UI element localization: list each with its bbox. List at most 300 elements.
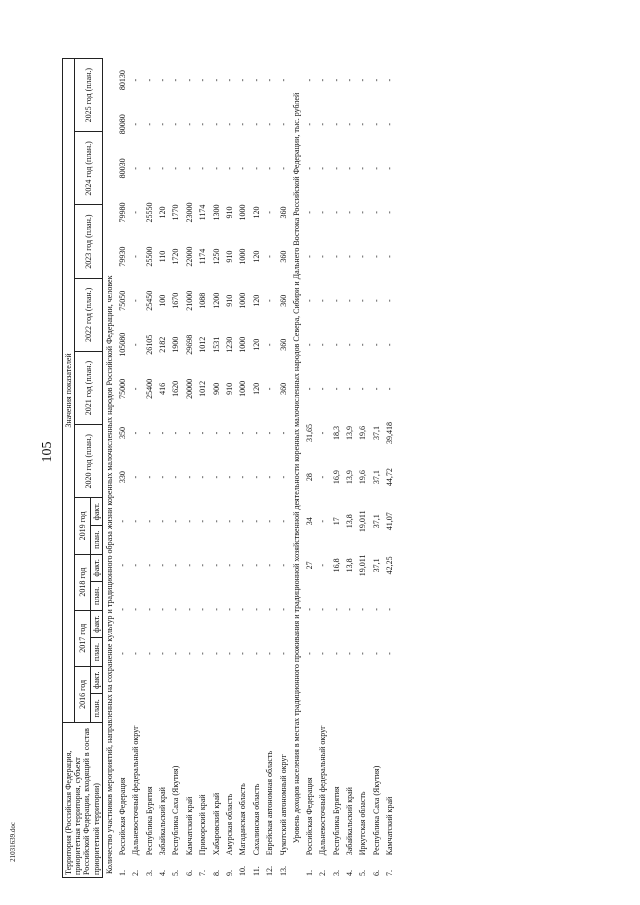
value-cell: 23000 — [184, 202, 194, 223]
territory-name: Камчатский край — [184, 796, 194, 856]
value-cell: 22000 — [184, 246, 194, 267]
row-number: 12. — [265, 866, 275, 876]
row-number: 7. — [198, 870, 208, 876]
year-2025-plan-header: 2025 год (план.) — [75, 59, 103, 132]
value-cell: - — [211, 475, 221, 479]
table-row — [356, 58, 369, 878]
table-row — [343, 58, 356, 878]
year-2024-plan-header: 2024 год (план.) — [75, 132, 103, 205]
value-cell: - — [224, 167, 234, 170]
value-cell: - — [211, 431, 221, 435]
value-cell: 79930 — [117, 246, 127, 267]
section-1-table — [116, 58, 290, 878]
table-row — [156, 58, 169, 878]
value-cell: 110 — [158, 250, 168, 263]
value-cell: - — [318, 78, 328, 82]
row-number: 8. — [211, 870, 221, 876]
value-cell: - — [331, 78, 341, 82]
territory-name: Хабаровский край — [211, 792, 221, 856]
value-cell: 360 — [278, 294, 288, 307]
value-cell: - — [171, 431, 181, 435]
value-cell: - — [385, 167, 395, 170]
value-cell: - — [385, 299, 395, 303]
value-cell: - — [318, 652, 328, 655]
value-cell: - — [224, 652, 234, 655]
value-cell: - — [251, 652, 261, 655]
value-cell: - — [158, 564, 168, 567]
value-cell: - — [144, 78, 154, 82]
year-2020-plan-header: 2020 год (план.) — [75, 425, 103, 498]
value-cell: - — [131, 652, 141, 655]
value-cell: 360 — [278, 382, 288, 395]
value-cell: - — [331, 299, 341, 303]
value-cell: - — [371, 343, 381, 347]
value-cell: 19,011 — [358, 554, 368, 577]
value-cell: - — [184, 122, 194, 126]
value-cell: - — [158, 519, 168, 523]
value-cell: 1770 — [171, 204, 181, 221]
value-cell: - — [385, 78, 395, 82]
row-number: 6. — [371, 870, 381, 876]
territory-name: Еврейская автономная область — [265, 750, 275, 856]
value-cell: - — [131, 475, 141, 479]
value-cell: 2182 — [158, 336, 168, 353]
year-2017-header: 2017 год — [75, 610, 90, 666]
value-cell: - — [131, 564, 141, 567]
value-cell: 37,1 — [371, 514, 381, 529]
table-row — [183, 58, 196, 878]
value-cell: 120 — [158, 206, 168, 219]
value-cell: 39,418 — [385, 422, 395, 445]
value-cell: - — [345, 211, 355, 214]
table-row — [196, 58, 209, 878]
value-cell: - — [265, 564, 275, 567]
value-cell: - — [144, 519, 154, 523]
value-cell: 37,1 — [371, 426, 381, 441]
value-cell: 19,011 — [358, 510, 368, 533]
value-cell: 37,1 — [371, 558, 381, 573]
value-cell: 1000 — [238, 336, 248, 353]
value-cell: 1000 — [238, 204, 248, 221]
value-cell: - — [265, 387, 275, 391]
value-cell: 120 — [251, 294, 261, 307]
value-cell: - — [251, 475, 261, 479]
value-cell: - — [171, 122, 181, 126]
value-cell: - — [184, 519, 194, 523]
plan-2017-header: план. — [90, 638, 102, 667]
row-number: 3. — [331, 870, 341, 876]
value-cell: - — [265, 652, 275, 655]
table-row — [383, 58, 396, 878]
value-cell: 900 — [211, 382, 221, 395]
value-cell: - — [371, 78, 381, 82]
territory-name: Забайкальский край — [158, 787, 168, 856]
year-2016-header: 2016 год — [75, 666, 90, 722]
value-cell: 1300 — [211, 204, 221, 221]
value-cell: - — [144, 167, 154, 170]
value-cell: 79980 — [117, 202, 127, 223]
value-cell: - — [131, 122, 141, 126]
value-cell: - — [278, 78, 288, 82]
territory-name: Российская Федерация — [117, 777, 127, 856]
rotated-page-content — [62, 58, 617, 878]
value-cell: 18,3 — [331, 426, 341, 441]
value-cell: - — [238, 78, 248, 82]
value-cell: - — [265, 211, 275, 214]
value-cell: - — [238, 167, 248, 170]
value-cell: - — [358, 211, 368, 214]
value-cell: - — [358, 608, 368, 611]
value-cell: - — [265, 431, 275, 435]
value-cell: - — [345, 255, 355, 258]
value-cell: 25450 — [144, 290, 154, 311]
table-row — [303, 58, 316, 878]
value-cell: - — [131, 519, 141, 523]
value-cell: 13,9 — [345, 470, 355, 485]
value-cell: - — [184, 475, 194, 479]
value-cell: 80130 — [117, 70, 127, 91]
value-cell: - — [318, 608, 328, 611]
value-cell: - — [278, 652, 288, 655]
value-cell: - — [265, 122, 275, 126]
value-cell: - — [158, 431, 168, 435]
value-cell: - — [265, 255, 275, 258]
value-cell: - — [144, 652, 154, 655]
value-cell: - — [238, 431, 248, 435]
plan-2018-header: план. — [90, 582, 102, 611]
value-cell: - — [331, 255, 341, 258]
value-cell: - — [265, 608, 275, 611]
value-cell: - — [144, 431, 154, 435]
value-cell: - — [371, 255, 381, 258]
value-cell: - — [331, 167, 341, 170]
value-cell: - — [131, 167, 141, 170]
value-cell: 1720 — [171, 248, 181, 265]
value-cell: - — [117, 564, 127, 567]
value-cell: - — [158, 608, 168, 611]
value-cell: - — [278, 122, 288, 126]
value-cell: 19,6 — [358, 470, 368, 485]
value-cell: - — [371, 122, 381, 126]
plan-2016-header: план. — [90, 694, 102, 723]
value-cell: 80030 — [117, 158, 127, 179]
value-cell: 1230 — [224, 336, 234, 353]
value-cell: - — [224, 431, 234, 435]
territory-name: Забайкальский край — [345, 787, 355, 856]
value-cell: 21000 — [184, 290, 194, 311]
territory-name: Республика Бурятия — [331, 786, 341, 856]
value-cell: - — [278, 564, 288, 567]
value-cell: - — [385, 343, 395, 347]
value-cell: - — [318, 167, 328, 170]
value-cell: 910 — [224, 382, 234, 395]
year-2021-plan-header: 2021 год (план.) — [75, 351, 103, 424]
territory-name: Республика Бурятия — [144, 786, 154, 856]
value-cell: 16,8 — [331, 558, 341, 573]
value-cell: - — [385, 122, 395, 126]
value-cell: 1174 — [198, 204, 208, 221]
value-cell: - — [304, 255, 314, 258]
row-number: 1. — [117, 870, 127, 876]
value-cell: 100 — [158, 294, 168, 307]
value-cell: - — [131, 255, 141, 258]
value-cell: - — [265, 519, 275, 523]
value-cell: - — [358, 299, 368, 303]
value-cell: - — [198, 564, 208, 567]
value-cell: 330 — [117, 471, 127, 484]
value-cell: 1000 — [238, 380, 248, 397]
territory-name: Российская Федерация — [304, 777, 314, 856]
value-cell: - — [331, 387, 341, 391]
value-cell: - — [238, 564, 248, 567]
value-cell: - — [358, 255, 368, 258]
row-number: 10. — [238, 866, 248, 876]
value-cell: - — [211, 608, 221, 611]
value-cell: - — [224, 519, 234, 523]
value-cell: 350 — [117, 427, 127, 440]
value-cell: - — [117, 652, 127, 655]
table-row — [263, 58, 276, 878]
value-cell: 16,9 — [331, 470, 341, 485]
value-cell: - — [304, 387, 314, 391]
value-cell: - — [198, 431, 208, 435]
value-cell: - — [184, 652, 194, 655]
value-cell: - — [304, 343, 314, 347]
value-cell: 1012 — [198, 336, 208, 353]
table-header — [62, 58, 103, 878]
value-cell: 75050 — [117, 290, 127, 311]
value-cell: - — [331, 211, 341, 214]
value-cell: - — [358, 652, 368, 655]
value-cell: - — [211, 519, 221, 523]
value-cell: - — [251, 519, 261, 523]
value-cell: - — [211, 167, 221, 170]
value-cell: - — [318, 255, 328, 258]
value-cell: - — [345, 652, 355, 655]
value-cell: - — [331, 343, 341, 347]
value-cell: 1000 — [238, 248, 248, 265]
value-cell: 13,8 — [345, 514, 355, 529]
year-2022-plan-header: 2022 год (план.) — [75, 278, 103, 351]
fact-2018-header: факт. — [90, 554, 102, 582]
value-cell: - — [144, 608, 154, 611]
value-cell: - — [265, 167, 275, 170]
value-cell: 1900 — [171, 336, 181, 353]
value-cell: - — [171, 564, 181, 567]
value-cell: - — [304, 211, 314, 214]
value-cell: 34 — [304, 517, 314, 526]
row-number: 9. — [224, 870, 234, 876]
value-cell: 41,07 — [385, 512, 395, 531]
value-cell: 42,25 — [385, 556, 395, 575]
value-cell: - — [224, 475, 234, 479]
table-row — [316, 58, 329, 878]
year-2018-header: 2018 год — [75, 554, 90, 610]
table-row — [276, 58, 289, 878]
value-cell: 37,1 — [371, 470, 381, 485]
value-cell: - — [131, 211, 141, 214]
value-cell: - — [224, 122, 234, 126]
territory-name: Чукотский автономный округ — [278, 754, 288, 856]
value-cell: - — [318, 475, 328, 479]
value-cell: - — [265, 78, 275, 82]
value-cell: - — [238, 122, 248, 126]
value-cell: - — [278, 167, 288, 170]
value-cell: - — [265, 343, 275, 347]
table-row — [169, 58, 182, 878]
value-cell: 910 — [224, 250, 234, 263]
value-cell: - — [117, 608, 127, 611]
value-cell: - — [238, 652, 248, 655]
table-row — [250, 58, 263, 878]
value-cell: - — [345, 343, 355, 347]
territory-name: Амурская область — [224, 793, 234, 856]
page-number: 105 — [40, 441, 55, 463]
value-cell: - — [278, 431, 288, 435]
value-cell: - — [211, 122, 221, 126]
value-cell: - — [371, 299, 381, 303]
table-row — [370, 58, 383, 878]
row-number: 6. — [184, 870, 194, 876]
value-cell: - — [358, 167, 368, 170]
value-cell: 360 — [278, 250, 288, 263]
value-cell: - — [184, 431, 194, 435]
value-cell: - — [198, 167, 208, 170]
value-cell: - — [131, 343, 141, 347]
row-number: 4. — [158, 870, 168, 876]
value-cell: - — [131, 431, 141, 435]
value-cell: - — [318, 387, 328, 391]
value-cell: - — [371, 652, 381, 655]
table-row — [129, 58, 142, 878]
value-cell: - — [318, 211, 328, 214]
section-2-table — [303, 58, 397, 878]
value-cell: 360 — [278, 338, 288, 351]
value-cell: - — [304, 122, 314, 126]
value-cell: - — [318, 122, 328, 126]
value-cell: - — [304, 652, 314, 655]
value-cell: 105080 — [117, 332, 127, 357]
value-cell: - — [345, 299, 355, 303]
year-2019-header: 2019 год — [75, 498, 90, 554]
value-cell: - — [171, 608, 181, 611]
value-cell: 20000 — [184, 378, 194, 399]
document-id: 21031639.doc — [9, 822, 17, 862]
value-cell: - — [265, 299, 275, 303]
value-cell: - — [131, 299, 141, 303]
value-cell: - — [158, 78, 168, 82]
value-cell: - — [278, 608, 288, 611]
value-cell: 19,6 — [358, 426, 368, 441]
value-cell: 25400 — [144, 378, 154, 399]
table-row — [143, 58, 156, 878]
value-cell: - — [198, 608, 208, 611]
value-cell: - — [318, 431, 328, 435]
value-cell: 120 — [251, 250, 261, 263]
value-cell: - — [144, 564, 154, 567]
value-cell: - — [371, 387, 381, 391]
value-cell: - — [198, 652, 208, 655]
fact-2017-header: факт. — [90, 610, 102, 638]
value-cell: - — [224, 608, 234, 611]
value-cell: - — [371, 167, 381, 170]
value-cell: - — [358, 343, 368, 347]
value-cell: - — [331, 608, 341, 611]
value-cell: - — [358, 122, 368, 126]
row-number: 4. — [345, 870, 355, 876]
row-number: 3. — [144, 870, 154, 876]
value-cell: 28 — [304, 473, 314, 482]
value-cell: - — [224, 78, 234, 82]
value-cell: 120 — [251, 382, 261, 395]
value-cell: 1000 — [238, 292, 248, 309]
fact-2019-header: факт. — [90, 498, 102, 526]
value-cell: - — [184, 564, 194, 567]
value-cell: - — [144, 475, 154, 479]
value-cell: - — [278, 475, 288, 479]
value-cell: - — [184, 167, 194, 170]
value-cell: 1200 — [211, 292, 221, 309]
value-cell: - — [304, 299, 314, 303]
table-row — [116, 58, 129, 878]
territory-name: Дальневосточный федеральный округ — [131, 725, 141, 856]
value-cell: - — [304, 78, 314, 82]
value-cell: - — [385, 652, 395, 655]
value-cell: - — [158, 167, 168, 170]
value-cell: - — [385, 211, 395, 214]
row-number: 13. — [278, 866, 288, 876]
value-cell: - — [345, 608, 355, 611]
value-cell: 910 — [224, 294, 234, 307]
value-cell: 360 — [278, 206, 288, 219]
value-cell: - — [171, 475, 181, 479]
value-cell: - — [251, 78, 261, 82]
value-cell: - — [171, 652, 181, 655]
row-number: 7. — [385, 870, 395, 876]
value-cell: - — [371, 608, 381, 611]
value-cell: 29698 — [184, 334, 194, 355]
value-cell: 1012 — [198, 380, 208, 397]
value-cell: - — [238, 475, 248, 479]
value-cell: - — [251, 167, 261, 170]
value-cell: - — [171, 78, 181, 82]
value-cell: - — [385, 608, 395, 611]
value-cell: - — [358, 387, 368, 391]
territory-name: Магаданская область — [238, 783, 248, 856]
value-cell: - — [198, 122, 208, 126]
table-row — [209, 58, 222, 878]
territory-name: Сахалинская область — [251, 783, 261, 856]
territory-header: Территория (Российская Федерация, приоритетная территория, субъект Российской Федерации, входящий в состав приоритетной территории) — [63, 723, 103, 878]
value-cell: - — [345, 387, 355, 391]
row-number: 11. — [251, 866, 261, 876]
value-cell: - — [131, 608, 141, 611]
value-cell: 1620 — [171, 380, 181, 397]
value-cell: 910 — [224, 206, 234, 219]
value-cell: - — [158, 475, 168, 479]
value-cell: 13,9 — [345, 426, 355, 441]
value-cell: 44,72 — [385, 468, 395, 487]
value-cell: - — [358, 78, 368, 82]
value-cell: - — [211, 652, 221, 655]
value-cell: 1174 — [198, 248, 208, 265]
value-cell: 80080 — [117, 114, 127, 135]
value-cell: - — [345, 167, 355, 170]
value-cell: 26105 — [144, 334, 154, 355]
value-cell: - — [224, 564, 234, 567]
value-cell: - — [117, 519, 127, 523]
value-cell: 1531 — [211, 336, 221, 353]
